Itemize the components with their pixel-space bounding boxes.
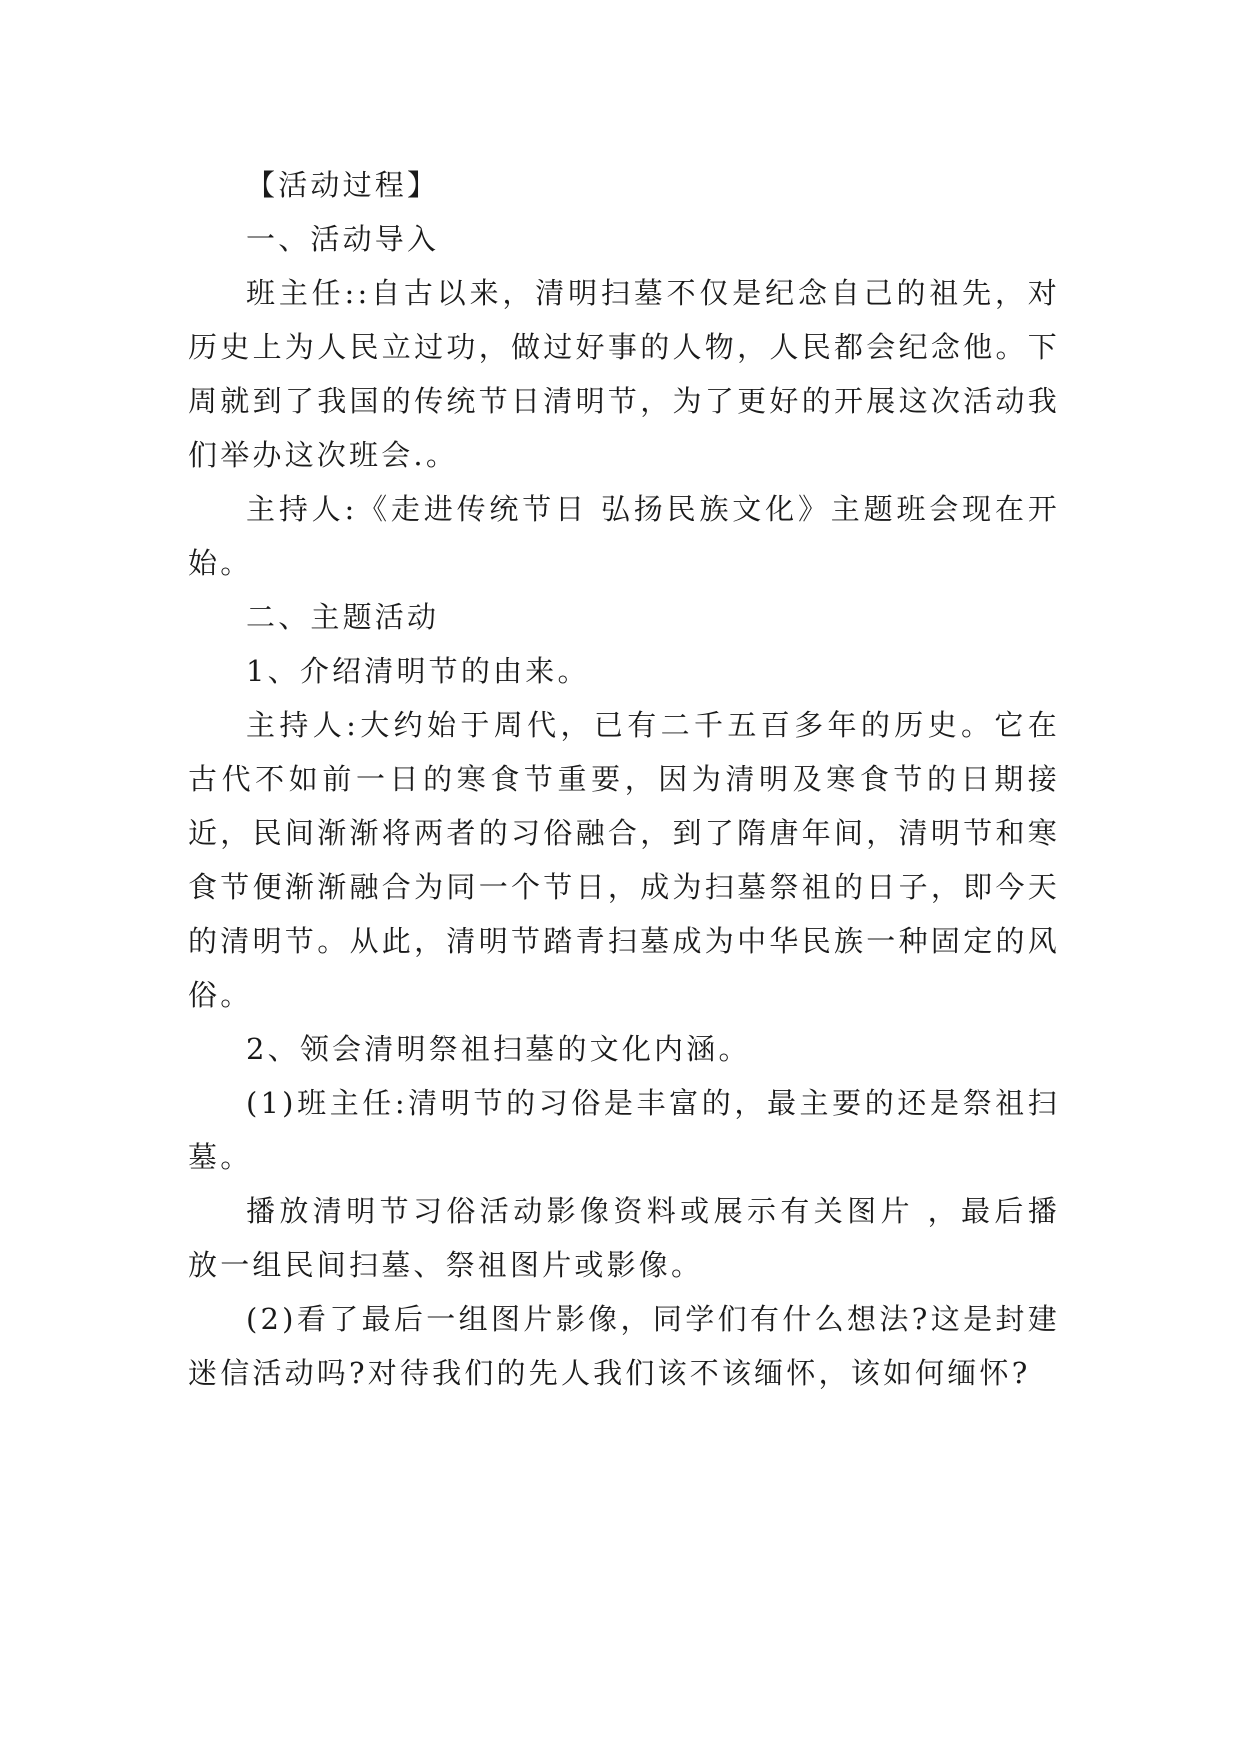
document-body [188,158,1060,1400]
paragraph-host-history: 主持人:大约始于周代，已有二千五百多年的历史。它在古代不如前一日的寒食节重要，因为清明及寒食节的日期接近，民间渐渐将两者的习俗融合，到了隋唐年间，清明节和寒食节便渐渐融合为同一个节日，成为扫墓祭祖的日子，即今天的清明节。从此，清明节踏青扫墓成为中华民族一种固定的风俗。 [188,708,1060,1012]
heading-qingming-origin: 1、介绍清明节的由来。 [246,654,590,688]
paragraph-teacher-customs: (1)班主任:清明节的习俗是丰富的，最主要的还是祭祖扫墓。 [188,1086,1060,1174]
paragraph-host-opening: 主持人:《走进传统节日 弘扬民族文化》主题班会现在开始。 [188,492,1060,580]
section-title-activity-process: 【活动过程】 [246,168,440,202]
heading-activity-intro: 一、活动导入 [246,222,440,256]
paragraph-play-media: 播放清明节习俗活动影像资料或展示有关图片 ，最后播放一组民间扫墓、祭祖图片或影像。 [188,1194,1060,1282]
heading-theme-activity: 二、主题活动 [246,600,440,634]
paragraph-discussion-question: (2)看了最后一组图片影像，同学们有什么想法?这是封建迷信活动吗?对待我们的先人我们该不该缅怀，该如何缅怀? [188,1302,1060,1390]
paragraph-teacher-intro: 班主任::自古以来，清明扫墓不仅是纪念自己的祖先，对历史上为人民立过功，做过好事的人物，人民都会纪念他。下周就到了我国的传统节日清明节，为了更好的开展这次活动我们举办这次班会.。 [188,276,1060,472]
heading-cultural-meaning: 2、领会清明祭祖扫墓的文化内涵。 [246,1032,751,1066]
